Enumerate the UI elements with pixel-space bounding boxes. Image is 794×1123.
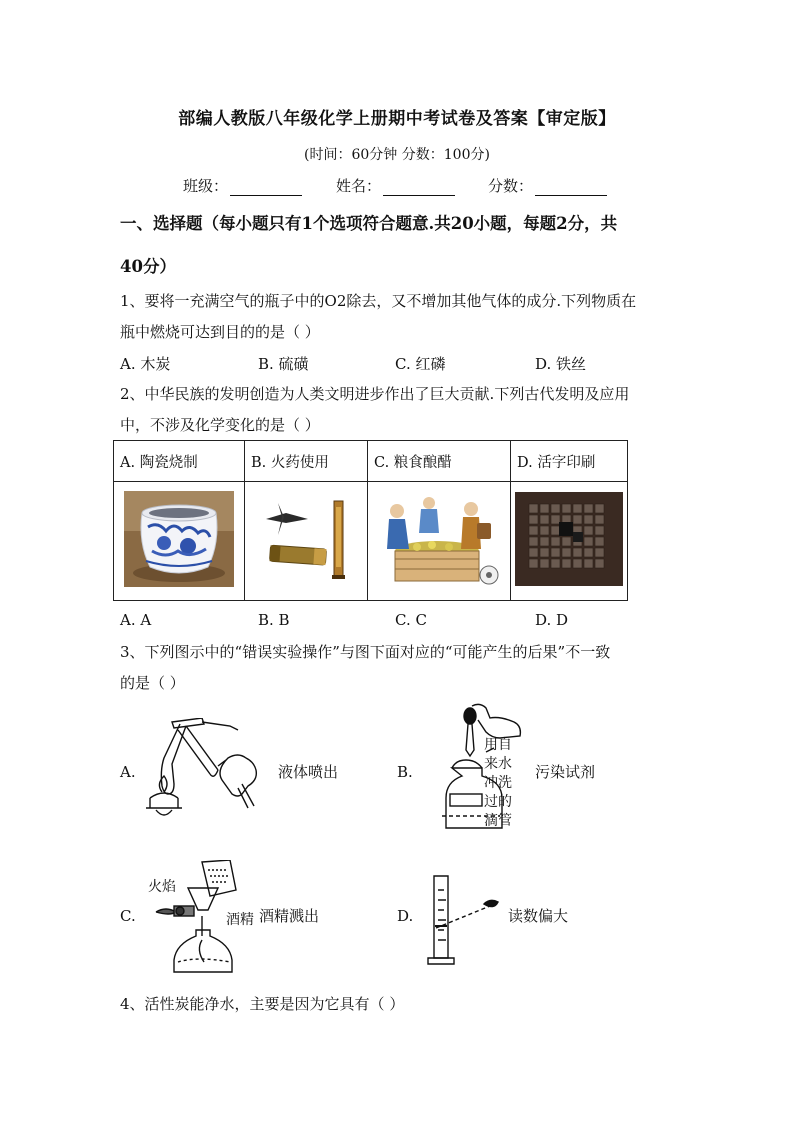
score-field bbox=[488, 175, 607, 196]
class-label: 班级： bbox=[183, 177, 229, 195]
exam-title: 部编人教版八年级化学上册期中考试卷及答案【审定版】 bbox=[178, 109, 616, 129]
table-header-d: D. 活字印刷 bbox=[511, 441, 628, 482]
q3-d-letter[interactable]: D. bbox=[397, 907, 414, 925]
table-header-a: A. 陶瓷烧制 bbox=[114, 441, 245, 482]
score-label: 分数： bbox=[488, 177, 534, 195]
q1-line2: 瓶中燃烧可达到目的的是（ ） bbox=[120, 323, 320, 341]
q3-b-letter[interactable]: B. bbox=[397, 763, 413, 781]
porcelain-jar-image bbox=[124, 491, 234, 587]
table-header-c: C. 粮食酿醋 bbox=[368, 441, 511, 482]
q2-option-a[interactable]: A. A bbox=[120, 611, 152, 629]
movable-type-image bbox=[515, 492, 623, 586]
vinegar-brewing-image bbox=[377, 489, 501, 589]
q1-option-b[interactable]: B. 硫磺 bbox=[258, 355, 309, 373]
q1-option-c[interactable]: C. 红磷 bbox=[395, 355, 446, 373]
q3-b-note-line: 用自 bbox=[484, 737, 512, 753]
table-header-b: B. 火药使用 bbox=[245, 441, 368, 482]
gunpowder-rocket-image bbox=[256, 491, 356, 587]
q3-line2: 的是（ ） bbox=[120, 674, 185, 692]
q3-c-result: 酒精溅出 bbox=[259, 907, 320, 925]
table-image-cell-a bbox=[114, 482, 245, 601]
name-field bbox=[336, 175, 455, 196]
q3-a-letter[interactable]: A. bbox=[120, 763, 136, 781]
q2-option-b[interactable]: B. B bbox=[258, 611, 290, 629]
q3-c-flame-label: 火焰 bbox=[148, 879, 176, 895]
name-label: 姓名： bbox=[336, 177, 382, 195]
class-field bbox=[183, 175, 302, 196]
q4-line1: 4、活性炭能净水，主要是因为它具有（ ） bbox=[120, 995, 405, 1013]
class-blank[interactable] bbox=[230, 181, 302, 196]
q3-a-result: 液体喷出 bbox=[278, 763, 339, 781]
q2-line2: 中，不涉及化学变化的是（ ） bbox=[120, 416, 320, 434]
q1-line1: 1、要将一充满空气的瓶子中的O2除去，又不增加其他气体的成分.下列物质在 bbox=[120, 292, 637, 310]
section-heading-line1: 一、选择题（每小题只有1个选项符合题意.共20小题，每题2分，共 bbox=[120, 214, 618, 233]
q3-c-letter[interactable]: C. bbox=[120, 907, 136, 925]
q3-b-note-line: 过的 bbox=[484, 794, 512, 810]
q3-b-note-line: 冲洗 bbox=[484, 775, 512, 791]
score-blank[interactable] bbox=[535, 181, 607, 196]
table-image-cell-b bbox=[245, 482, 368, 601]
table-image-cell-c bbox=[368, 482, 511, 601]
section-heading-line2: 40分） bbox=[120, 257, 176, 276]
exam-subtitle: (时间：60分钟 分数：100分) bbox=[304, 147, 490, 163]
q1-option-d[interactable]: D. 铁丝 bbox=[535, 355, 587, 373]
q2-line1: 2、中华民族的发明创造为人类文明进步作出了巨大贡献.下列古代发明及应用 bbox=[120, 385, 630, 403]
inventions-table bbox=[113, 440, 628, 601]
q2-option-d[interactable]: D. D bbox=[535, 611, 569, 629]
table-image-cell-d bbox=[511, 482, 628, 601]
graduated-cylinder-illustration bbox=[424, 872, 508, 968]
q3-b-note bbox=[484, 736, 518, 831]
q1-option-a[interactable]: A. 木炭 bbox=[120, 355, 171, 373]
name-blank[interactable] bbox=[383, 181, 455, 196]
q3-b-note-line: 来水 bbox=[484, 756, 512, 772]
q3-line1: 3、下列图示中的“错误实验操作”与图下面对应的“可能产生的后果”不一致 bbox=[120, 643, 611, 661]
q3-b-result: 污染试剂 bbox=[535, 763, 596, 781]
q2-option-c[interactable]: C. C bbox=[395, 611, 427, 629]
q3-c-alcohol-label: 酒精 bbox=[226, 912, 254, 928]
test-tube-heating-illustration bbox=[142, 718, 272, 822]
q3-d-result: 读数偏大 bbox=[508, 907, 569, 925]
q3-b-note-line: 滴管 bbox=[484, 813, 512, 829]
